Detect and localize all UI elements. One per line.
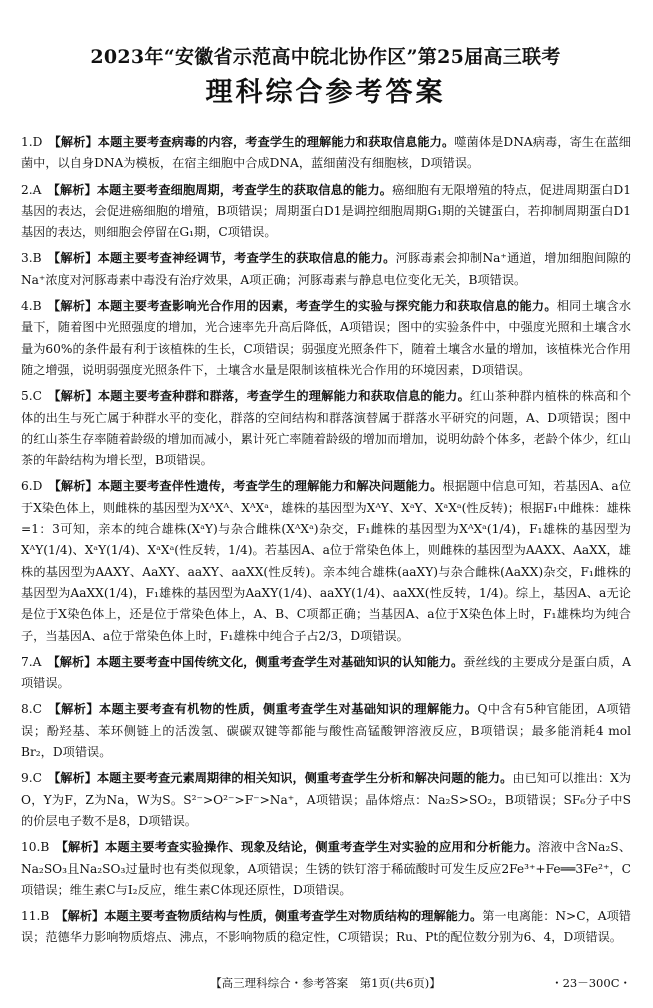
answer-explanation-body: 噬菌体是DNA病毒，寄生在蓝细菌中，以自身DNA为模板，在宿主细胞中合成DNA，蓝细菌没有细胞核，D项错误。 (21, 135, 631, 171)
answer-explanation-lead: 【解析】本题主要考查元素周期律的相关知识，侧重考查学生分析和解决问题的能力。 (48, 771, 513, 786)
answer-explanation-body: 第一电离能：N>C，A项错误；范德华力影响物质熔点、沸点，不影响物质的稳定性，C项错误；Ru、Pt的配位数分别为6、4，D项错误。 (21, 909, 631, 945)
answer-explanation-body: 蚕丝线的主要成分是蛋白质，A项错误。 (21, 654, 631, 691)
exam-title: 2023年“安徽省示范高中皖北协作区”第25届高三联考 (90, 46, 561, 68)
answer-explanation-body: 由已知可以推出：X为O，Y为F，Z为Na，W为S。S²⁻>O²⁻>F⁻>Na⁺，A项错误；晶体熔点：Na₂S>SO₂，B项错误；SF₆分子中S的价层电子数不是8，D项错误。 (21, 771, 631, 828)
answer-number: 9.C (21, 771, 42, 786)
answer-list (20, 132, 631, 949)
answer-explanation-lead: 【解析】本题主要考查实验操作、现象及结论，侧重考查学生对实验的应用和分析能力。 (55, 840, 538, 855)
answer-explanation-lead: 【解析】本题主要考查神经调节，考查学生的获取信息的能力。 (47, 251, 396, 266)
answer-explanation-lead: 【解析】本题主要考查病毒的内容，考查学生的理解能力和获取信息能力。 (48, 135, 455, 149)
answer-item (20, 699, 631, 763)
answer-number: 4.B (21, 299, 42, 314)
answer-explanation-body: 癌细胞有无限增殖的特点，促进周期蛋白D1基因的表达，会促进癌细胞的增殖，B项错误；周期蛋白D1是调控细胞周期G₁期的关键蛋白，若抑制周期蛋白D1基因的表达，则细胞会停留在G₁期，C项错误。 (21, 182, 631, 240)
answer-item (20, 296, 631, 381)
answer-explanation-lead: 【解析】本题主要考查细胞周期，考查学生的获取信息的能力。 (47, 182, 393, 197)
answer-item (20, 652, 631, 695)
answer-number: 10.B (21, 840, 50, 855)
answer-item (20, 837, 631, 901)
answer-item (20, 248, 631, 291)
answer-number: 1.D (21, 135, 43, 149)
answer-explanation-lead: 【解析】本题主要考查伴性遗传，考查学生的理解能力和解决问题能力。 (48, 479, 443, 494)
answer-explanation-body: Q中含有5种官能团，A项错误；酚羟基、苯环侧链上的活泼氢、碳碳双键等都能与酸性高锰酸钾溶液反应，B项错误；最多能消耗4 mol Br₂，D项错误。 (21, 702, 631, 760)
answer-explanation-lead: 【解析】本题主要考查种群和群落，考查学生的理解能力和获取信息的能力。 (48, 389, 470, 404)
answer-item (20, 180, 631, 244)
answer-item (20, 768, 631, 832)
answer-explanation-body: 溶液中含Na₂S、Na₂SO₃且Na₂SO₃过量时也有类似现象，A项错误；生锈的铁钉溶于稀硫酸时可发生反应2Fe³⁺+Fe══3Fe²⁺，C项错误；维生素C与I₂反应，维生素C体现还原性，D项错误。 (21, 840, 632, 897)
footer-code: ・23－300C・ (551, 976, 631, 990)
answer-number: 5.C (21, 389, 42, 404)
answer-number: 11.B (21, 909, 50, 924)
answer-item (20, 906, 631, 949)
answer-number: 6.D (21, 479, 43, 494)
answer-explanation-lead: 【解析】本题主要考查有机物的性质，侧重考查学生对基础知识的理解能力。 (48, 702, 478, 717)
answer-key-title: 理科综合参考答案 (205, 77, 446, 108)
answer-explanation-body: 红山茶种群内植株的株高和个体的出生与死亡属于种群水平的变化，群落的空间结构和群落演替属于群落水平研究的问题，A、D项错误；图中的红山茶生存率随着龄级的增加而减小，累计死亡率随着龄级的增加而增加，说明幼龄个体多，老龄个体少，红山茶的年龄结构为增长型，B项错误。 (21, 389, 632, 468)
answer-explanation-lead: 【解析】本题主要考查物质结构与性质，侧重考查学生对物质结构的理解能力。 (55, 909, 483, 924)
answer-explanation-lead: 【解析】本题主要考查中国传统文化，侧重考查学生对基础知识的认知能力。 (47, 654, 464, 669)
answer-explanation-lead: 【解析】本题主要考查影响光合作用的因素，考查学生的实验与探究能力和获取信息的能力。 (47, 299, 557, 314)
footer-page-info: 【高三理科综合・参考答案 第1页(共6页)】 (210, 976, 441, 990)
answer-number: 3.B (21, 251, 42, 266)
answer-number: 7.A (21, 654, 42, 669)
answer-explanation-body: 河豚毒素会抑制Na⁺通道，增加细胞间隙的Na⁺浓度对河豚毒素中毒没有治疗效果，A项正确；河豚毒素与静息电位变化无关，B项错误。 (21, 251, 631, 287)
answer-item (20, 386, 631, 471)
answer-number: 8.C (21, 702, 42, 717)
answer-item (20, 132, 631, 175)
answer-explanation-body: 根据题中信息可知，若基因A、a位于X染色体上，则雌株的基因型为XᴬXᴬ、XᴬXᵃ，雄株的基因型为XᴬY、XᵃY、XᵃXᵃ(性反转)；根据F₁中雌株：雄株=1：3可知，亲本的纯合雄株(XᵃY)与杂合雌株(XᴬXᵃ)杂交，F₁雌株的基因型为XᴬXᵃ(1/4)，F₁雄株的基因型为XᴬY(1/4)、XᵃY(1/4)、XᵃXᵃ(性反转，1/4)。若基因A、a位于常染色体上，则雌株的基因型为AAXX、AaXX，雄株的基因型为AAXY、AaXY、aaXY、aaXX(性反转)。亲本纯合雄株(aaXY)与杂合雌株(AaXX)杂交，F₁雌株的基因型为AaXX(1/4)，F₁雄株的基因型为AaXY(1/4)、aaXY(1/4)、aaXX(性反转，1/4)。综上，基因A、a无论是位于X染色体上，还是位于常染色体上，A、B、C项都正确；当基因A、a位于X染色体上时，F₁雄株均为纯合子，当基因A、a位于常染色体上时，F₁雄株中纯合子占2/3，D项错误。 (21, 479, 632, 643)
answer-item (20, 476, 631, 646)
answer-number: 2.A (21, 182, 42, 197)
answer-explanation-body: 相同土壤含水量下，随着图中光照强度的增加，光合速率先升高后降低，A项错误；图中的实验条件中，中强度光照和土壤含水量为60%的条件最有利于该植株的生长，C项错误；弱强度光照条件下，随着土壤含水量的增加，该植株光合作用随之增强，说明弱强度光照条件下，土壤含水量是限制该植株光合作用的环境因素，D项错误。 (21, 299, 632, 377)
